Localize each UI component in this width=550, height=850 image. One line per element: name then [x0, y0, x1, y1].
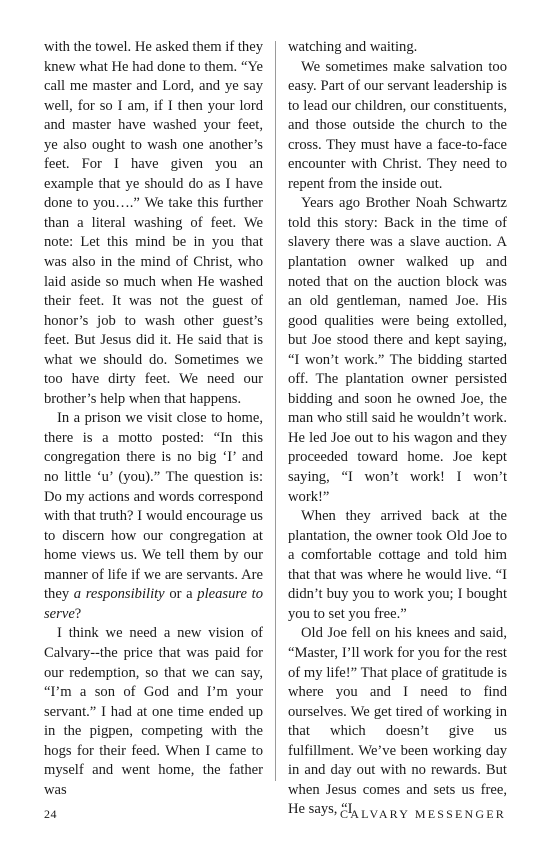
left-paragraph-2-end: ?	[74, 605, 82, 622]
right-paragraph-2: We sometimes make salvation too easy. Part of our servant leadership is to lead our children, our constituents, and those outside the church to the cross. They must have a face-to-face encounter with Christ. They need to repent from the inside out.	[288, 58, 507, 192]
right-paragraph-1: watching and waiting.	[288, 39, 418, 55]
left-paragraph-2-connector: or a	[164, 586, 198, 603]
page-number: 24	[44, 807, 57, 821]
right-paragraph-4: When they arrived back at the plantation, the owner took Old Joe to a comfortable cottage and told him that that was where he would live. “I didn’t buy you to work you; I bought you to set you free.”	[288, 508, 507, 622]
column-divider	[275, 41, 276, 781]
left-paragraph-2	[44, 409, 263, 624]
publication-title: CALVARY MESSENGER	[340, 807, 506, 821]
right-paragraph-5: Old Joe fell on his knees and said, “Master, I’ll work for you for the rest of my life!” That place of gratitude is where you and I need to find ourselves. We get tired of working in that which doesn’t give us fulfillment. We’ve been working day in and day out with no rewards. But when Jesus comes and sets us free, He says, “I	[288, 625, 507, 818]
right-paragraph-3: Years ago Brother Noah Schwartz told this story: Back in the time of slavery there was a slave auction. A plantation owner walked up and noted that on the auction block was an old gentleman, named Joe. His good qualities were being extolled, but Joe stood there and kept saying, “I won’t work.” The bidding started off. The plantation owner persisted bidding and soon he owned Joe, the man who still said he wouldn’t work. He led Joe out to his wagon and they proceeded toward home. Joe kept saying, “I won’t work! I won’t work!”	[288, 195, 507, 505]
left-paragraph-2-emphasis-2: pleasure to serve	[44, 586, 264, 622]
left-paragraph-2-text: In a prison we visit close to home, there is a motto posted: “In this congregation there is no big ‘I’ and no little ‘u’ (you).” The question is: Do my actions and words correspond with that truth? I would encourage us to discern how our congregation at home views us. We tell them by our manner of life if we are servants. Are they	[44, 410, 263, 603]
left-column	[44, 38, 263, 800]
left-paragraph-1: with the towel. He asked them if they knew what He had done to them. “Ye call me master and Lord, and ye say well, for so I am, if I then your lord and master have washed your feet, ye also ought to wash one another’s feet. For I have given you an example that ye should do as I have done to you….” We take this further than a literal washing of feet. We note: Let this mind be in you that was also in the mind of Christ, who laid aside so much when He washed their feet. It was not the guest of honor’s job to wash other guest’s feet. But Jesus did it. He said that is what we should do. Sometimes we too have dirty feet. We need our brother’s help when that happens.	[44, 39, 263, 407]
right-column	[288, 38, 507, 820]
left-paragraph-2-emphasis-1: a responsibility	[73, 586, 165, 603]
left-paragraph-3: I think we need a new vision of Calvary--the price that was paid for our redemption, so that we can say, “I’m a son of God and I’m your servant.” I had at one time ended up in the pigpen, competing with the hogs for their feed. When I came to myself and went home, the father was	[44, 625, 263, 798]
